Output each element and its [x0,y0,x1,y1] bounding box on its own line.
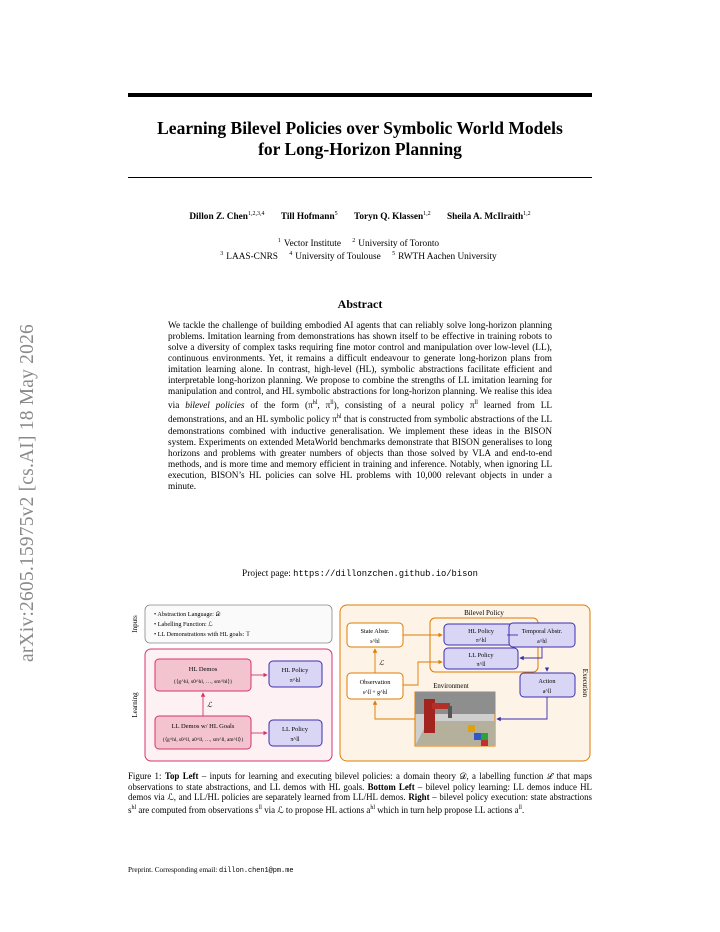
execution-label: Execution [581,668,589,698]
inputs-item: • Labelling Function: ℒ [154,621,213,628]
hl-demos-box [155,659,251,691]
ll-policy-exec-title: LL Policy [468,652,494,659]
affiliation: $^2$ University of Toronto [352,238,440,250]
project-page: Project page: https://dillonzchen.github.io/bison [242,569,478,579]
affiliation: $^5$ RWTH Aachen University [392,251,497,263]
observation-title: Observation [359,679,391,686]
hl-demos-formula: {⟨g^hl, s0^hl, …, sm^hl⟩} [173,679,233,685]
temporal-abstr-symbol: a^hl [537,639,547,645]
arxiv-side-stamp: arXiv:2605.15975v2 [cs.AI] 18 May 2026 [17,324,38,662]
learning-panel [131,649,332,761]
title-top-rule [128,93,592,97]
paper-title [128,118,592,160]
ll-demos-title: LL Demos w/ HL Goals [171,723,235,730]
ll-policy-symbol: π^ll [290,737,300,743]
figure-caption: Figure 1: Top Left – inputs for learning and executing bilevel policies: a domain theory 𝒟, a labelling function ℒ that maps observations to state abstractions, and LL demos with HL goals. Bottom Left – bilevel policy learning: LL demos induce HL demos via ℒ, and LL/HL policies are separately learned from LL/HL demos. Right – bilevel policy execution: state abstractions $s^{hl}$ are computed from observations $s^{ll}$ via ℒ to propose HL actions $a^{hl}$ which in turn help propose LL actions $a^{ll}$. [128,771,593,816]
affiliation: $^1$ Vector Institute [277,238,341,250]
affiliations-line-2 [128,251,592,262]
ll-policy-exec-symbol: π^ll [476,662,486,668]
title-line-1: Learning Bilevel Policies over Symbolic World Models [157,118,563,138]
inputs-label: Inputs [131,615,139,633]
affiliation: $^3$ LAAS-CNRS [220,251,278,263]
ll-demos-formula: {⟨g^hl, s0^ll, a0^ll, …, sm^ll, am^ll⟩} [162,737,244,743]
action-symbol: a^ll [542,689,552,695]
author: Toryn Q. Klassen$^{1,2}$ [353,211,431,223]
learning-label: Learning [131,692,139,718]
hl-policy-title: HL Policy [281,667,309,674]
figure-1 [128,603,592,763]
inputs-panel [131,605,332,643]
temporal-abstr-title: Temporal Abstr. [521,628,563,635]
hl-policy-exec-title: HL Policy [468,628,494,635]
state-abstr-symbol: s^hl [370,639,380,645]
hl-policy-symbol: π^hl [289,678,301,684]
abstract-heading: Abstract [337,297,383,311]
hl-policy-exec-symbol: π^hl [475,638,487,644]
affiliations-line-1 [128,238,592,249]
abstract-body: We tackle the challenge of building embodied AI agents that can reliably solve long-horizon planning problems. Imitation learning from demonstrations has shown itself to be effective in training robots to solve a diversity of complex tasks requiring fine motor control and manipulation over low-level (LL), continuous environments. Yet, it remains a difficult endeavour to generate long-horizon plans from imitation learning alone. In contrast, high-level (HL), symbolic abstractions facilitate efficient and interpretable long-horizon planning. We propose to combine the strengths of LL imitation learning for manipulation and control, and HL symbolic abstractions for long-horizon planning. We realise this idea via bilevel policies of the form ($\pi^{hl}$, $\pi^{ll}$), consisting of a neural policy $\pi^{ll}$ learned from LL demonstrations, and an HL symbolic policy $\pi^{hl}$ that is constructed from symbolic abstractions of the LL demonstrations combined with inductive generalisation. We implement these ideas in the BISON system. Experiments on extended MetaWorld benchmarks demonstrate that BISON generalises to long horizons and problems with greater numbers of objects than those solved by VLA and end-to-end methods, and is more time and memory efficient in training and inference. Notably, when ignoring LL execution, BISON’s HL policies can solve HL problems with 10,000 relevant objects in under a minute. [168,321,553,492]
author: Sheila A. McIlraith$^{1,2}$ [446,211,531,223]
title-line-2: for Long-Horizon Planning [258,139,462,159]
ll-to-hl-label: ℒ [207,701,213,709]
hl-demos-title: HL Demos [188,666,218,673]
state-abstr-title: State Abstr. [360,628,390,635]
title-bottom-rule [128,177,592,178]
action-title: Action [538,678,556,685]
author: Dillon Z. Chen$^{1,2,3,4}$ [189,211,265,223]
inputs-item: • Abstraction Language: 𝒟 [154,611,221,618]
author: Till Hofmann$^5$ [280,211,338,223]
environment-image [415,692,495,746]
observation-symbol: s^ll + g^hl [362,690,388,696]
footer-email-link[interactable]: dillon.chen1@pm.me [219,867,294,875]
ll-demos-box [155,716,251,749]
affiliation: $^4$ University of Toulouse [289,251,381,263]
ll-policy-title: LL Policy [282,726,308,733]
execution-panel [340,605,590,761]
bilevel-title: Bilevel Policy [464,609,504,617]
project-url-link[interactable]: https://dillonzchen.github.io/bison [293,569,478,579]
author-list [128,211,592,222]
environment-title: Environment [433,683,469,690]
inputs-item: • LL Demonstrations with HL goals: 𝕋 [154,631,251,638]
footer-note: Preprint. Corresponding email: dillon.chen1@pm.me [128,866,294,875]
exec-labelling-label: ℒ [379,660,384,667]
